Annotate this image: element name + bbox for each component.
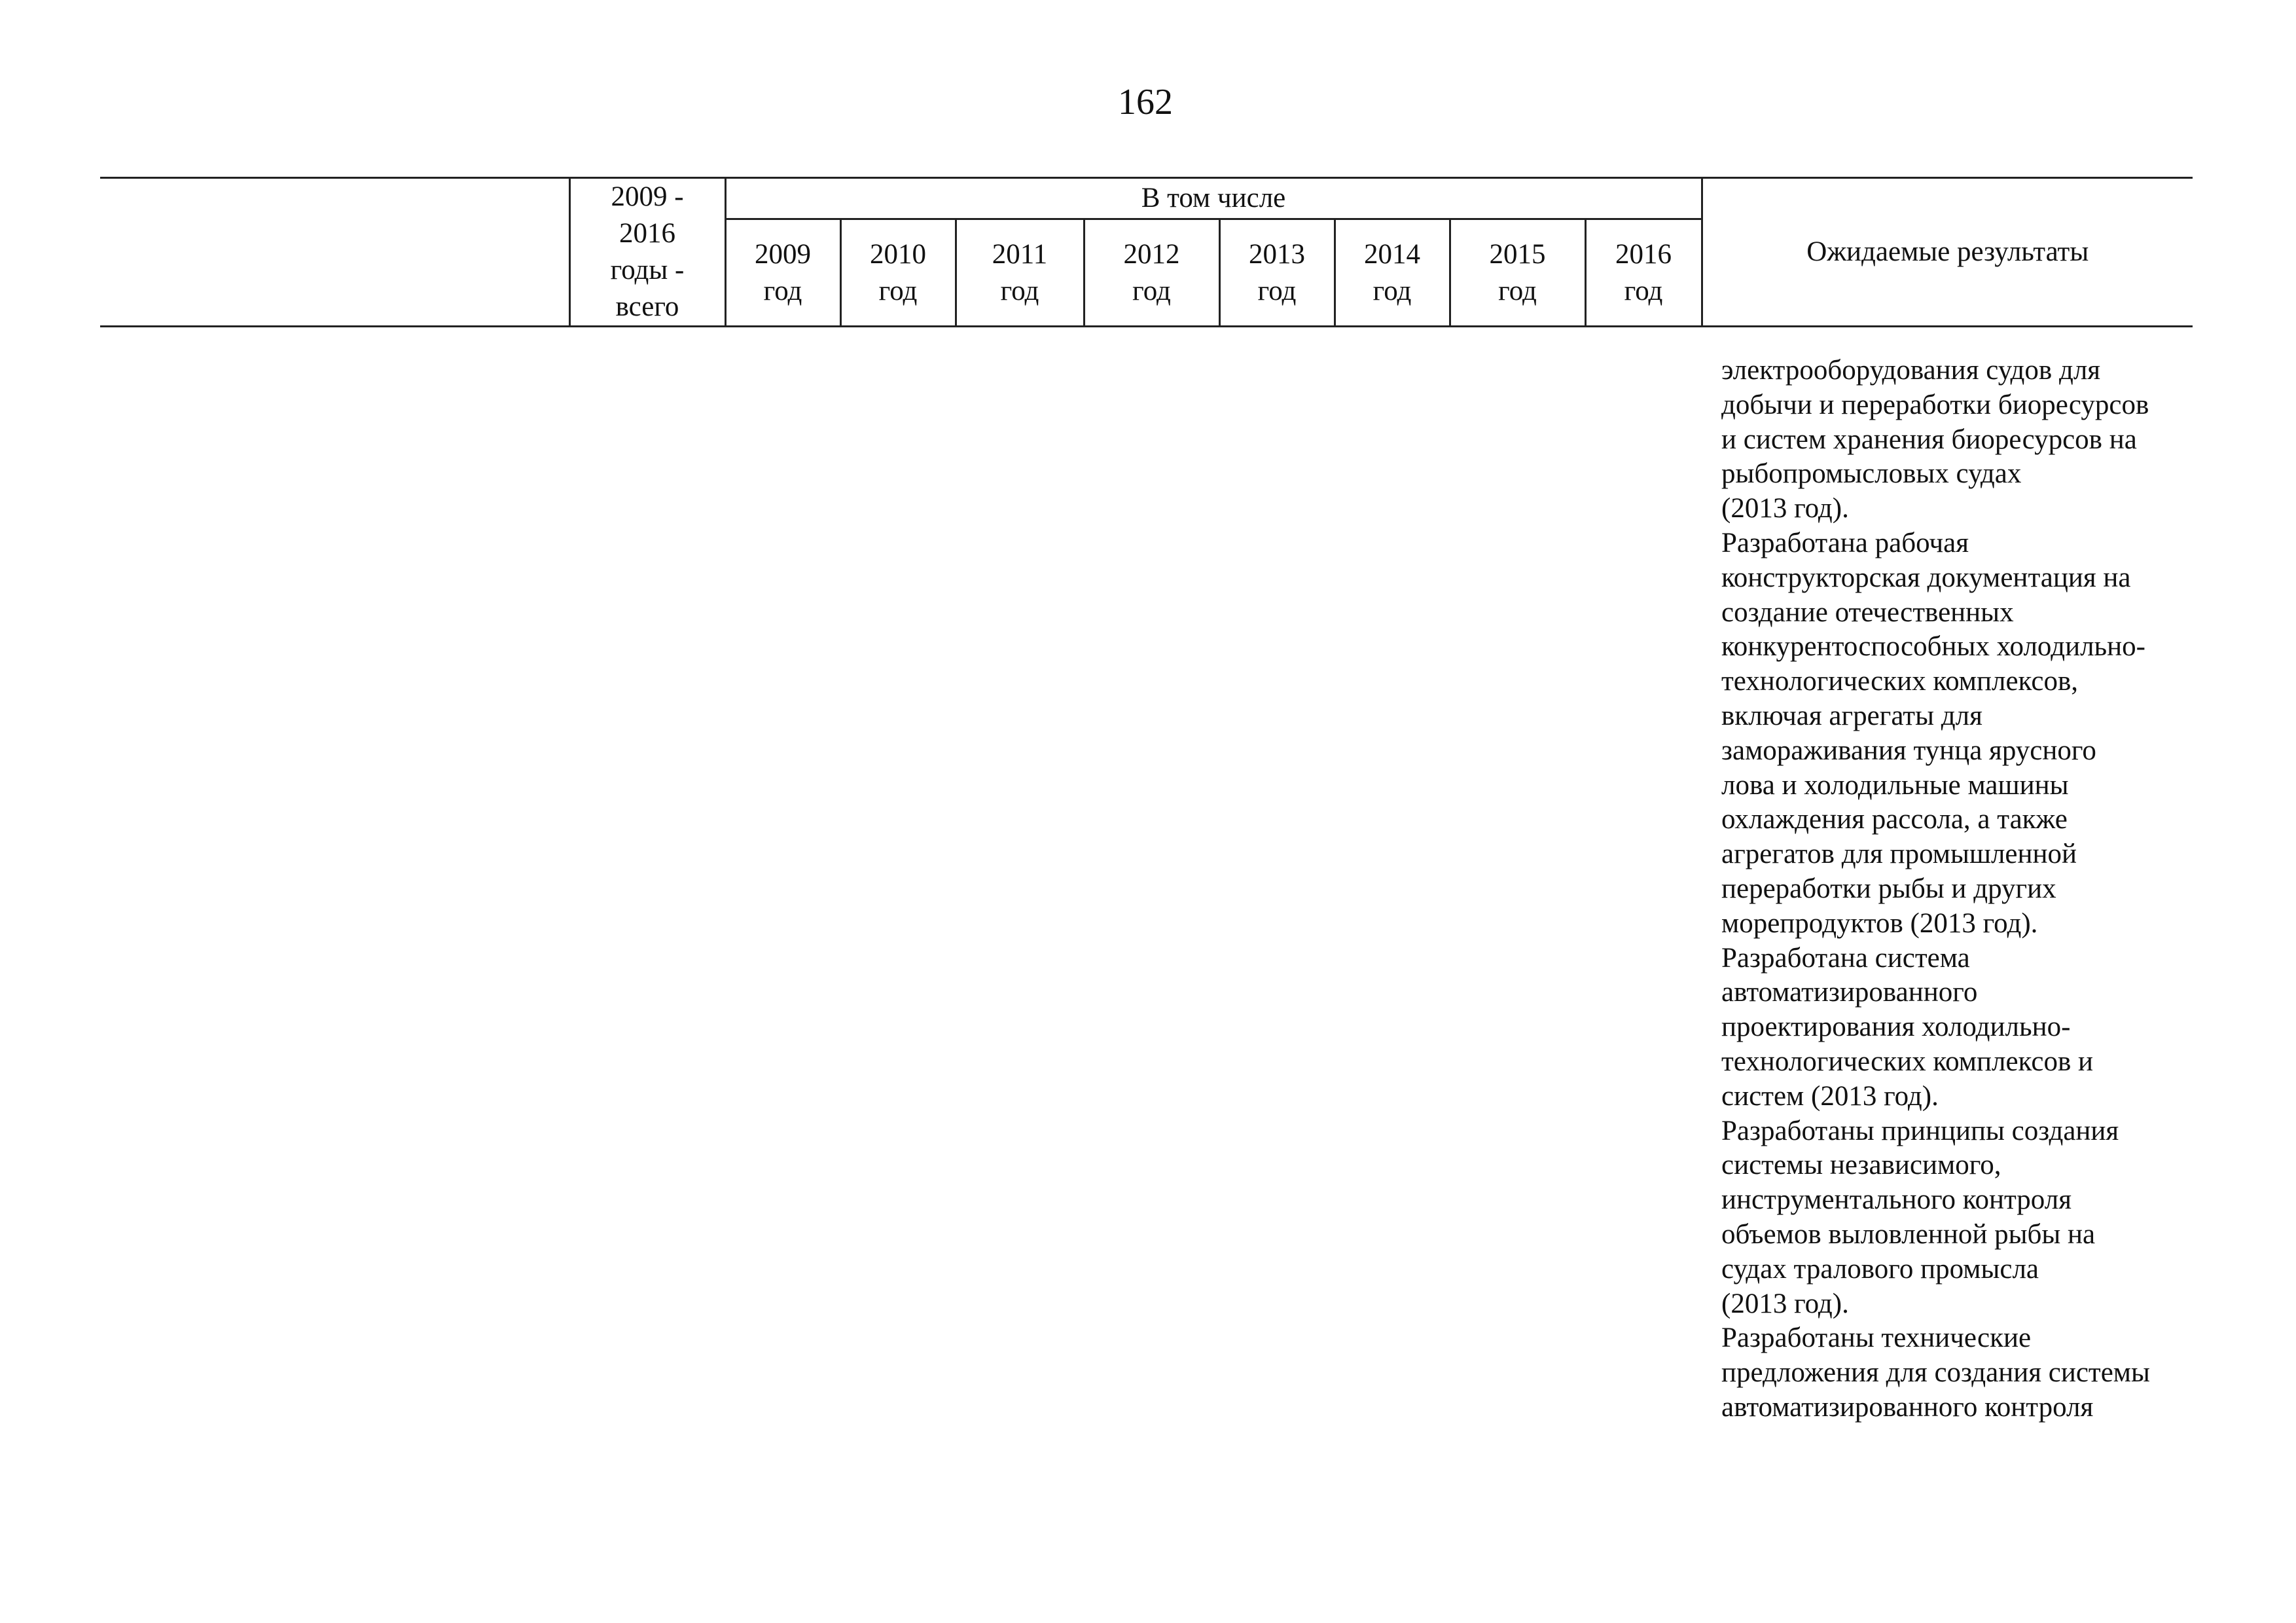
year-header-2016: 2016 год [1585, 219, 1702, 327]
text-line: включая агрегаты для [1721, 700, 1982, 731]
results-paragraph [1721, 526, 2219, 941]
text-line: конкурентоспособных холодильно- [1721, 631, 2145, 663]
text-line: Разработана система [1721, 942, 1970, 974]
text-line: автоматизированного [1721, 977, 1978, 1008]
text-line: рыбопромысловых судах [1721, 458, 2022, 490]
text-line: судах тралового промысла [1721, 1253, 2039, 1285]
text-line: создание отечественных [1721, 596, 2014, 628]
year-header-2010: 2010 год [840, 219, 956, 327]
results-paragraph [1721, 941, 2219, 1114]
including-header: В том числе [725, 178, 1702, 219]
year-header-2009: 2009 год [725, 219, 840, 327]
text-line: замораживания тунца ярусного [1721, 735, 2096, 766]
expected-results-text [1721, 354, 2219, 1425]
text-line: Разработаны принципы создания [1721, 1115, 2119, 1146]
year-header-2015: 2015 год [1450, 219, 1585, 327]
text-line: электрооборудования судов для [1721, 355, 2101, 386]
text-line: автоматизированного контроля [1721, 1391, 2094, 1423]
text-line: (2013 год). [1721, 1288, 1849, 1319]
text-line: охлаждения рассола, а также [1721, 804, 2068, 835]
year-header-2013: 2013 год [1219, 219, 1335, 327]
total-years-header: 2009 - 2016 годы - всего [569, 178, 725, 327]
results-paragraph [1721, 1321, 2219, 1425]
text-line: предложения для создания системы [1721, 1357, 2150, 1389]
blank-header-cell [100, 178, 569, 327]
text-line: проектирования холодильно- [1721, 1012, 2071, 1043]
text-line: объемов выловленной рыбы на [1721, 1218, 2096, 1250]
year-header-2014: 2014 год [1335, 219, 1450, 327]
table-header [100, 177, 2193, 327]
text-line: технологических комплексов, [1721, 666, 2078, 697]
year-header-2012: 2012 год [1084, 219, 1219, 327]
results-paragraph [1721, 1114, 2219, 1322]
expected-results-header: Ожидаемые результаты [1702, 178, 2193, 327]
text-line: добычи и переработки биоресурсов [1721, 389, 2149, 420]
text-line: систем (2013 год). [1721, 1080, 1939, 1112]
text-line: Разработаны технические [1721, 1322, 2032, 1354]
text-line: агрегатов для промышленной [1721, 839, 2077, 870]
text-line: технологических комплексов и [1721, 1046, 2094, 1077]
year-header-2011: 2011 год [956, 219, 1084, 327]
results-paragraph [1721, 354, 2219, 526]
text-line: конструкторская документация на [1721, 562, 2131, 593]
text-line: (2013 год). [1721, 493, 1849, 524]
text-line: лова и холодильные машины [1721, 769, 2069, 801]
text-line: системы независимого, [1721, 1150, 2001, 1181]
text-line: Разработана рабочая [1721, 527, 1969, 558]
text-line: и систем хранения биоресурсов на [1721, 424, 2137, 455]
text-line: переработки рыбы и других [1721, 873, 2056, 904]
page-number: 162 [1118, 82, 1173, 122]
text-line: морепродуктов (2013 год). [1721, 907, 2038, 939]
text-line: инструментального контроля [1721, 1184, 2072, 1216]
